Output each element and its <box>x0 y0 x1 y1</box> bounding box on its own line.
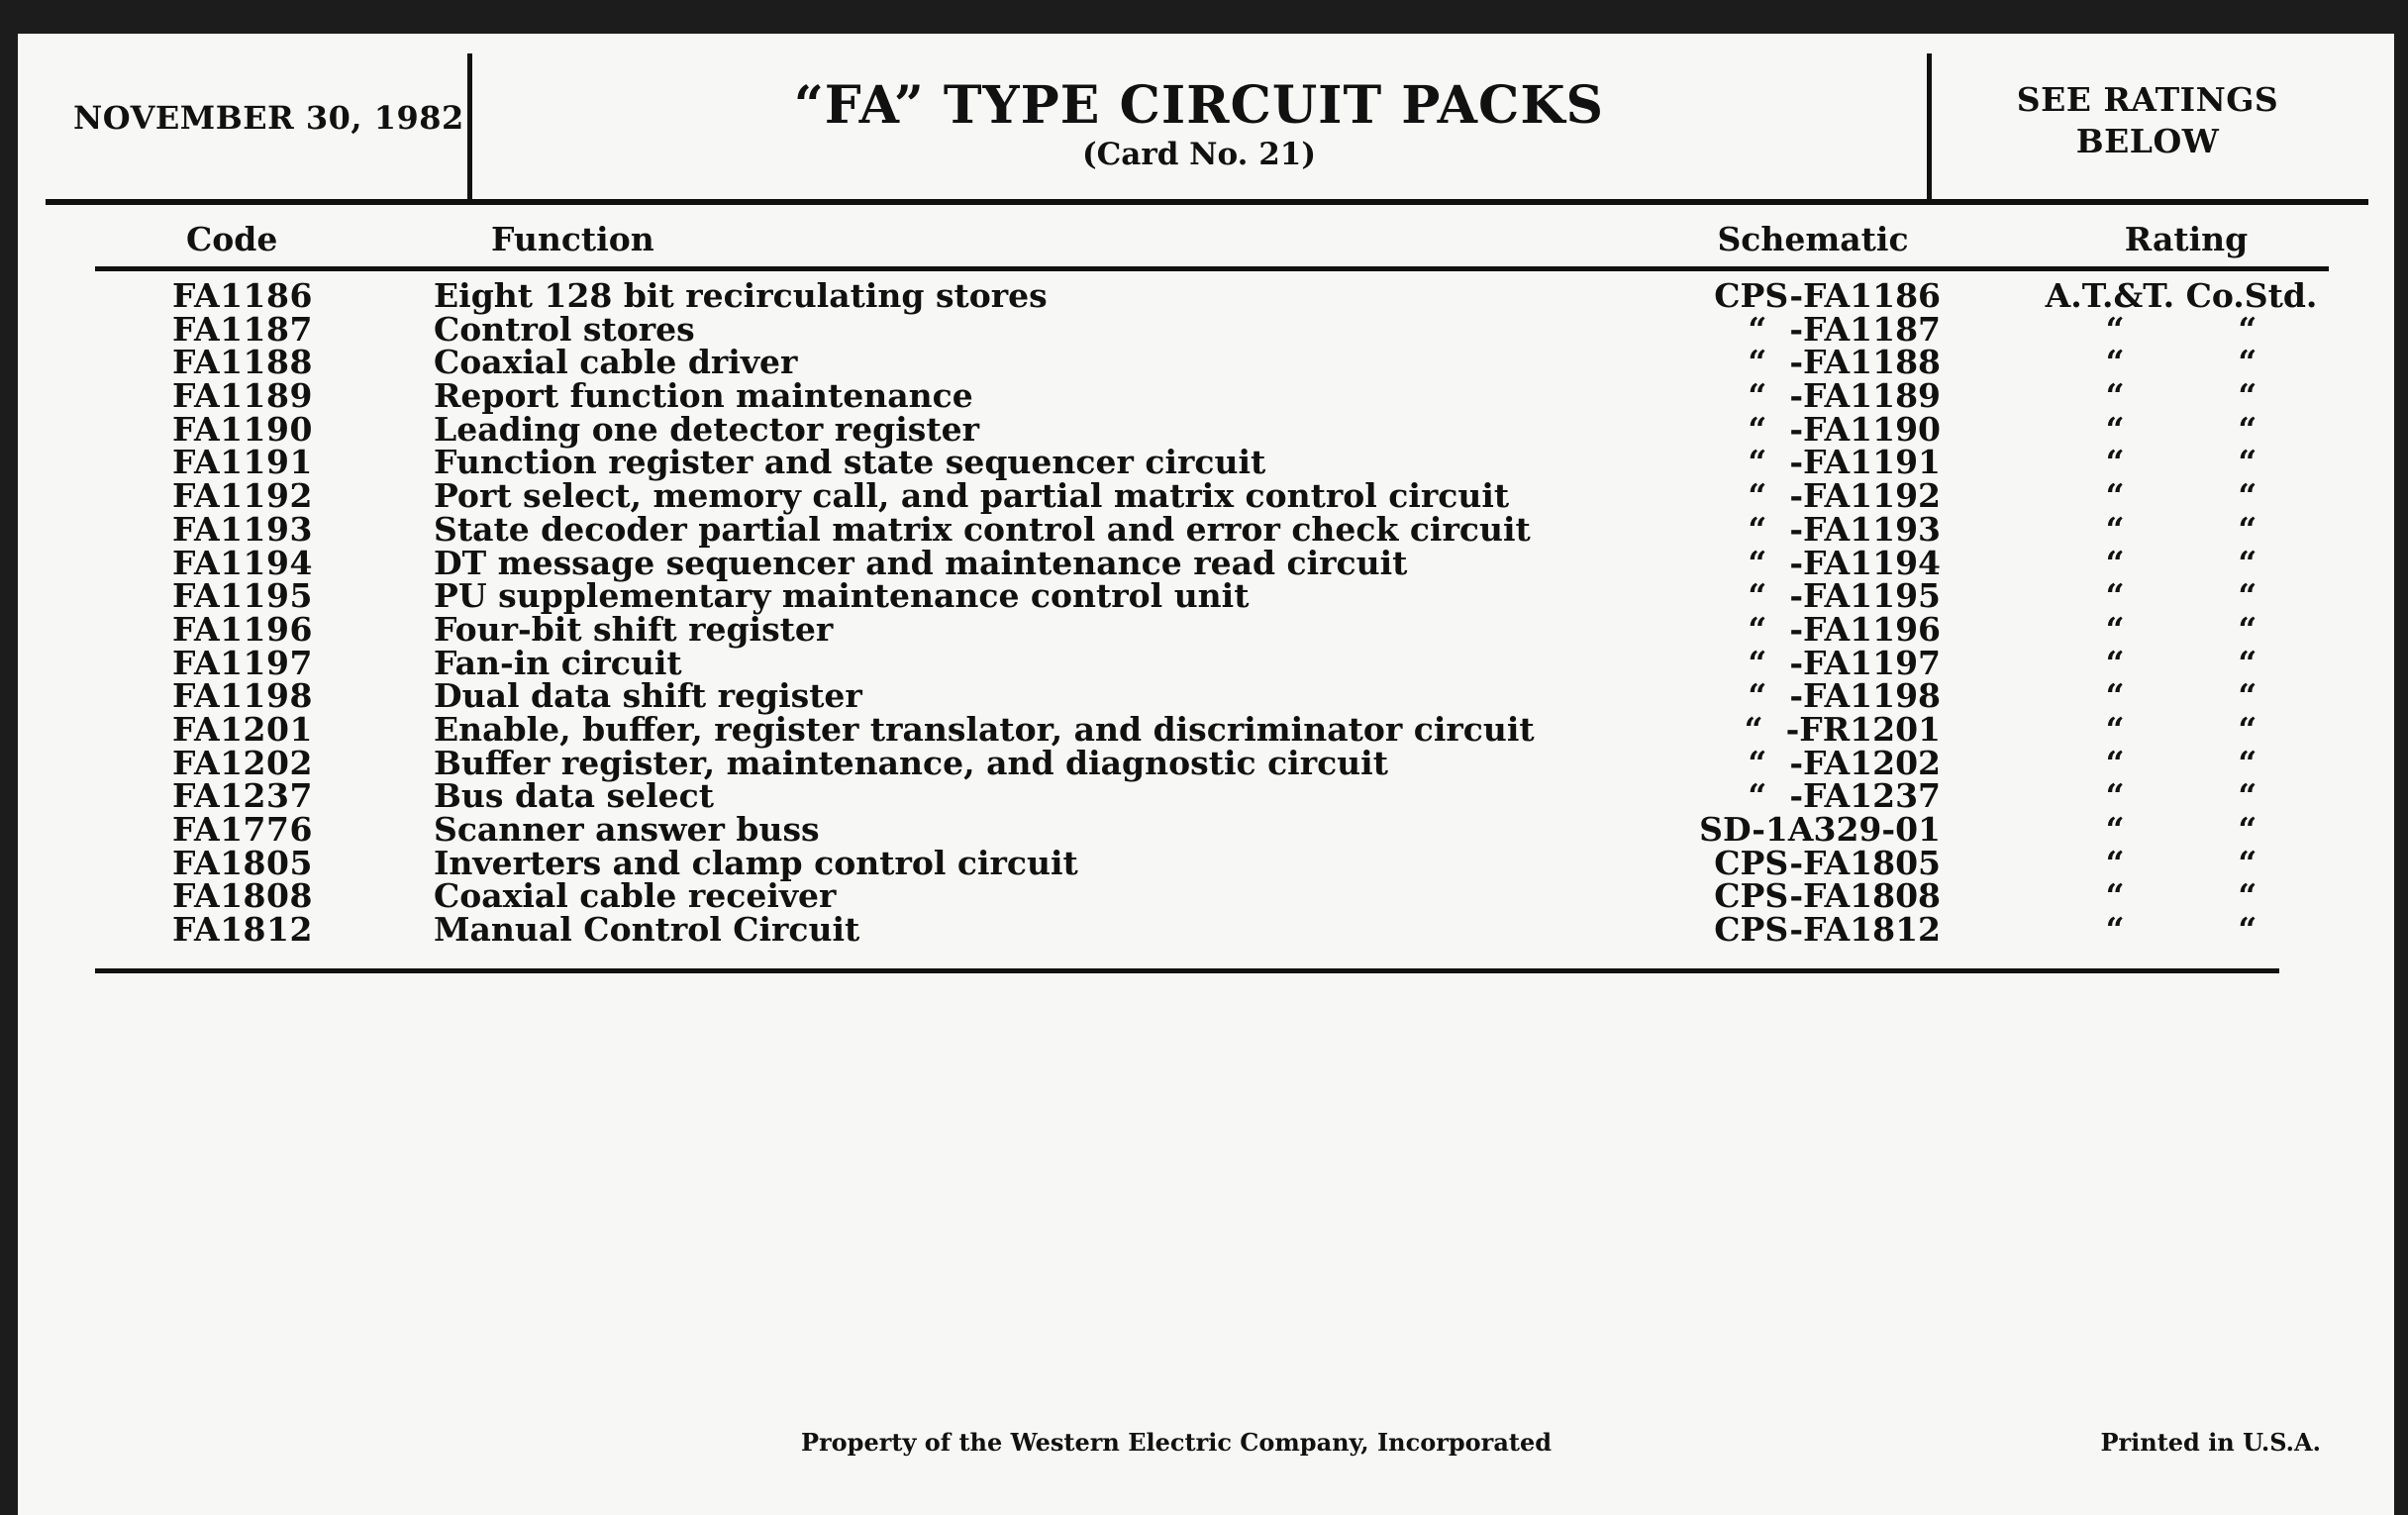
table-row <box>18 609 2394 649</box>
row-function: Port select, memory call, and partial matrix control circuit <box>434 476 1510 516</box>
header-divider-right <box>1927 53 1932 202</box>
table-row <box>18 509 2394 549</box>
row-rating: “ “ <box>2105 910 2258 950</box>
row-rating: “ “ <box>2105 543 2258 582</box>
row-function: Control stores <box>434 309 695 349</box>
row-function: Function register and state sequencer circuit <box>434 443 1266 482</box>
printed-notice: Printed in U.S.A. <box>2100 1428 2321 1457</box>
table-bottom-rule <box>95 968 2279 973</box>
column-header-code: Code <box>186 220 278 258</box>
table-row <box>18 776 2394 816</box>
ratings-note <box>1935 79 2360 162</box>
row-code: FA1808 <box>172 876 313 916</box>
row-rating: “ “ <box>2105 609 2258 649</box>
row-schematic: “ -FA1195 <box>1748 576 1941 616</box>
row-rating: “ “ <box>2105 309 2258 349</box>
row-function: Bus data select <box>434 776 714 816</box>
row-schematic: “ -FA1193 <box>1748 509 1941 549</box>
row-function: PU supplementary maintenance control unit <box>434 576 1250 616</box>
table-row <box>18 543 2394 582</box>
row-function: Eight 128 bit recirculating stores <box>434 276 1048 315</box>
row-schematic: CPS-FA1808 <box>1714 876 1941 916</box>
ratings-note-line2: BELOW <box>2075 122 2220 160</box>
table-row <box>18 876 2394 916</box>
row-rating: “ “ <box>2105 743 2258 782</box>
row-code: FA1190 <box>172 409 313 449</box>
row-code: FA1805 <box>172 843 313 882</box>
row-schematic: “ -FA1191 <box>1748 443 1941 482</box>
row-code: FA1196 <box>172 609 313 649</box>
row-function: Dual data shift register <box>434 676 862 716</box>
table-row <box>18 309 2394 349</box>
row-schematic: “ -FA1237 <box>1748 776 1941 816</box>
row-function: Coaxial cable driver <box>434 343 798 382</box>
column-header-rule <box>95 266 2329 271</box>
table-row <box>18 476 2394 516</box>
row-code: FA1201 <box>172 709 313 749</box>
row-rating: “ “ <box>2105 376 2258 416</box>
document-date: NOVEMBER 30, 1982 <box>73 99 464 137</box>
row-code: FA1193 <box>172 509 313 549</box>
row-code: FA1186 <box>172 276 313 315</box>
table-row <box>18 276 2394 315</box>
row-rating: “ “ <box>2105 876 2258 916</box>
row-schematic: “ -FA1187 <box>1748 309 1941 349</box>
row-function: Fan-in circuit <box>434 643 682 682</box>
row-schematic: “ -FA1188 <box>1748 343 1941 382</box>
table-row <box>18 709 2394 749</box>
row-rating: “ “ <box>2105 776 2258 816</box>
row-schematic: “ -FR1201 <box>1744 709 1941 749</box>
row-schematic: “ -FA1192 <box>1748 476 1941 516</box>
row-function: Scanner answer buss <box>434 810 820 849</box>
row-code: FA1189 <box>172 376 313 416</box>
table-row <box>18 843 2394 882</box>
row-function: Leading one detector register <box>434 409 979 449</box>
row-rating: “ “ <box>2105 476 2258 516</box>
row-rating: “ “ <box>2105 676 2258 716</box>
row-schematic: “ -FA1198 <box>1748 676 1941 716</box>
column-header-schematic: Schematic <box>1717 220 1909 258</box>
row-function: Report function maintenance <box>434 376 973 416</box>
table-row <box>18 576 2394 616</box>
header-rule <box>46 199 2368 205</box>
row-function: Buffer register, maintenance, and diagnostic circuit <box>434 743 1388 782</box>
row-schematic: CPS-FA1812 <box>1714 910 1941 950</box>
row-schematic: CPS-FA1186 <box>1714 276 1941 315</box>
table-row <box>18 676 2394 716</box>
ratings-note-line1: SEE RATINGS <box>2016 80 2279 119</box>
row-code: FA1237 <box>172 776 313 816</box>
row-code: FA1191 <box>172 443 313 482</box>
row-schematic: “ -FA1202 <box>1748 743 1941 782</box>
row-code: FA1198 <box>172 676 313 716</box>
row-schematic: CPS-FA1805 <box>1714 843 1941 882</box>
row-rating: “ “ <box>2105 709 2258 749</box>
row-schematic: “ -FA1196 <box>1748 609 1941 649</box>
row-rating: “ “ <box>2105 643 2258 682</box>
row-function: Inverters and clamp control circuit <box>434 843 1078 882</box>
row-rating: “ “ <box>2105 810 2258 849</box>
row-function: Enable, buffer, register translator, and discriminator circuit <box>434 709 1535 749</box>
document-card <box>18 34 2394 1515</box>
circuit-pack-table <box>18 276 2394 950</box>
column-header-rating: Rating <box>2124 220 2249 258</box>
table-row <box>18 409 2394 449</box>
row-code: FA1812 <box>172 910 313 950</box>
row-rating: “ “ <box>2105 409 2258 449</box>
row-code: FA1187 <box>172 309 313 349</box>
column-header-function: Function <box>491 220 654 258</box>
row-rating: A.T.&T. Co.Std. <box>2045 276 2318 315</box>
row-function: Four-bit shift register <box>434 609 834 649</box>
row-rating: “ “ <box>2105 509 2258 549</box>
row-code: FA1194 <box>172 543 313 582</box>
row-rating: “ “ <box>2105 443 2258 482</box>
row-schematic: “ -FA1194 <box>1748 543 1941 582</box>
header-divider-left <box>467 53 472 202</box>
table-row <box>18 376 2394 416</box>
table-row <box>18 743 2394 782</box>
row-code: FA1192 <box>172 476 313 516</box>
row-function: DT message sequencer and maintenance read circuit <box>434 543 1408 582</box>
row-function: State decoder partial matrix control and error check circuit <box>434 509 1531 549</box>
row-rating: “ “ <box>2105 576 2258 616</box>
row-function: Manual Control Circuit <box>434 910 860 950</box>
row-schematic: “ -FA1197 <box>1748 643 1941 682</box>
property-notice: Property of the Western Electric Company, Incorporated <box>800 1428 1553 1457</box>
card-number: (Card No. 21) <box>1081 137 1317 172</box>
row-code: FA1202 <box>172 743 313 782</box>
row-rating: “ “ <box>2105 843 2258 882</box>
row-code: FA1188 <box>172 343 313 382</box>
table-row <box>18 910 2394 950</box>
document-title: “FA” TYPE CIRCUIT PACKS <box>793 75 1605 136</box>
row-code: FA1197 <box>172 643 313 682</box>
table-row <box>18 343 2394 382</box>
row-schematic: SD-1A329-01 <box>1699 810 1941 849</box>
row-schematic: “ -FA1190 <box>1748 409 1941 449</box>
row-rating: “ “ <box>2105 343 2258 382</box>
row-code: FA1776 <box>172 810 313 849</box>
table-row <box>18 643 2394 682</box>
table-row <box>18 810 2394 849</box>
row-code: FA1195 <box>172 576 313 616</box>
table-row <box>18 443 2394 482</box>
row-schematic: “ -FA1189 <box>1748 376 1941 416</box>
row-function: Coaxial cable receiver <box>434 876 837 916</box>
